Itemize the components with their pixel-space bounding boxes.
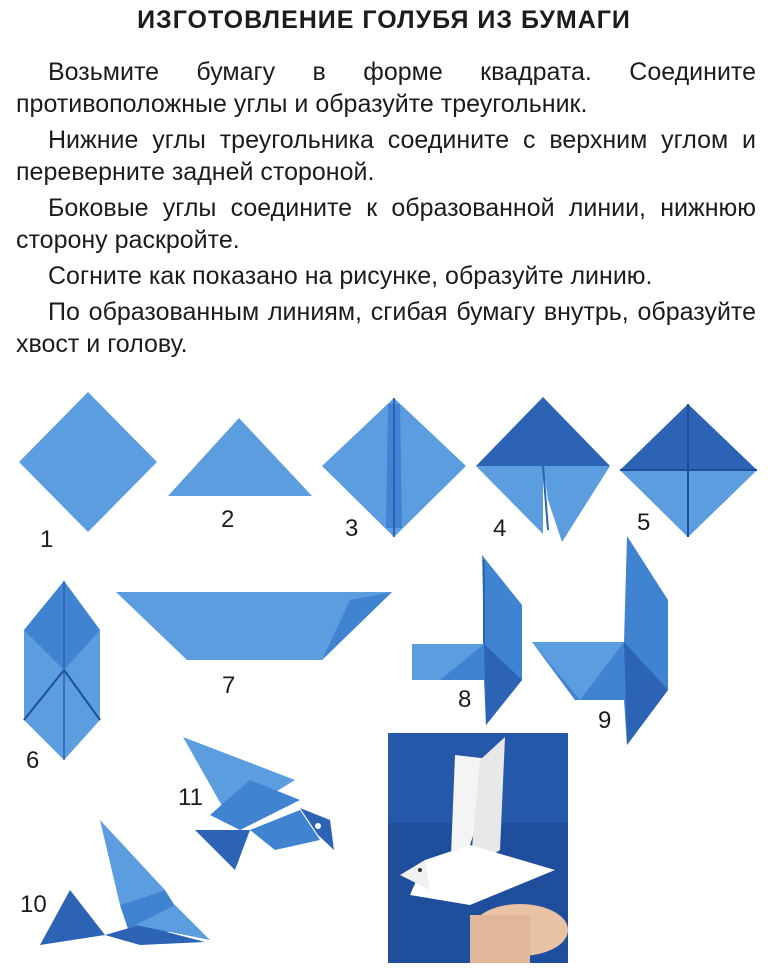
step-11-figure [183, 737, 334, 870]
step-5-number: 5 [637, 509, 651, 536]
instruction-step-3: Боковые углы соедините к образованной линии, нижнюю сторону раскройте. [16, 194, 756, 254]
step-6-number: 6 [26, 747, 40, 774]
page-title: ИЗГОТОВЛЕНИЕ ГОЛУБЯ ИЗ БУМАГИ [137, 6, 631, 34]
step-7-figure [116, 592, 392, 660]
instruction-step-4: Согните как показано на рисунке, образуйте линию. [48, 262, 653, 290]
step-8-number: 8 [458, 686, 472, 713]
step-2-number: 2 [221, 506, 235, 533]
step-1-figure [19, 392, 157, 532]
step-11-number: 11 [178, 784, 203, 811]
step-10-figure [40, 820, 210, 945]
photo-finished-dove [388, 733, 568, 963]
step-9-number: 9 [598, 707, 612, 734]
instruction-step-1: Возьмите бумагу в форме квадрата. Соедините противоположные углы и образуйте треугольник. [16, 58, 756, 118]
step-3-number: 3 [345, 515, 359, 542]
step-6-figure [24, 581, 100, 760]
step-3-figure [322, 398, 466, 537]
instruction-step-2: Нижние углы треугольника соедините с верхним углом и переверните задней стороной. [16, 126, 756, 186]
step-7-number: 7 [222, 672, 236, 699]
step-2-figure [168, 418, 312, 496]
step-4-number: 4 [493, 515, 507, 542]
step-1-number: 1 [40, 526, 54, 553]
instruction-step-5: По образованным линиям, сгибая бумагу внутрь, образуйте хвост и голову. [16, 298, 756, 358]
step-10-number: 10 [20, 891, 47, 918]
